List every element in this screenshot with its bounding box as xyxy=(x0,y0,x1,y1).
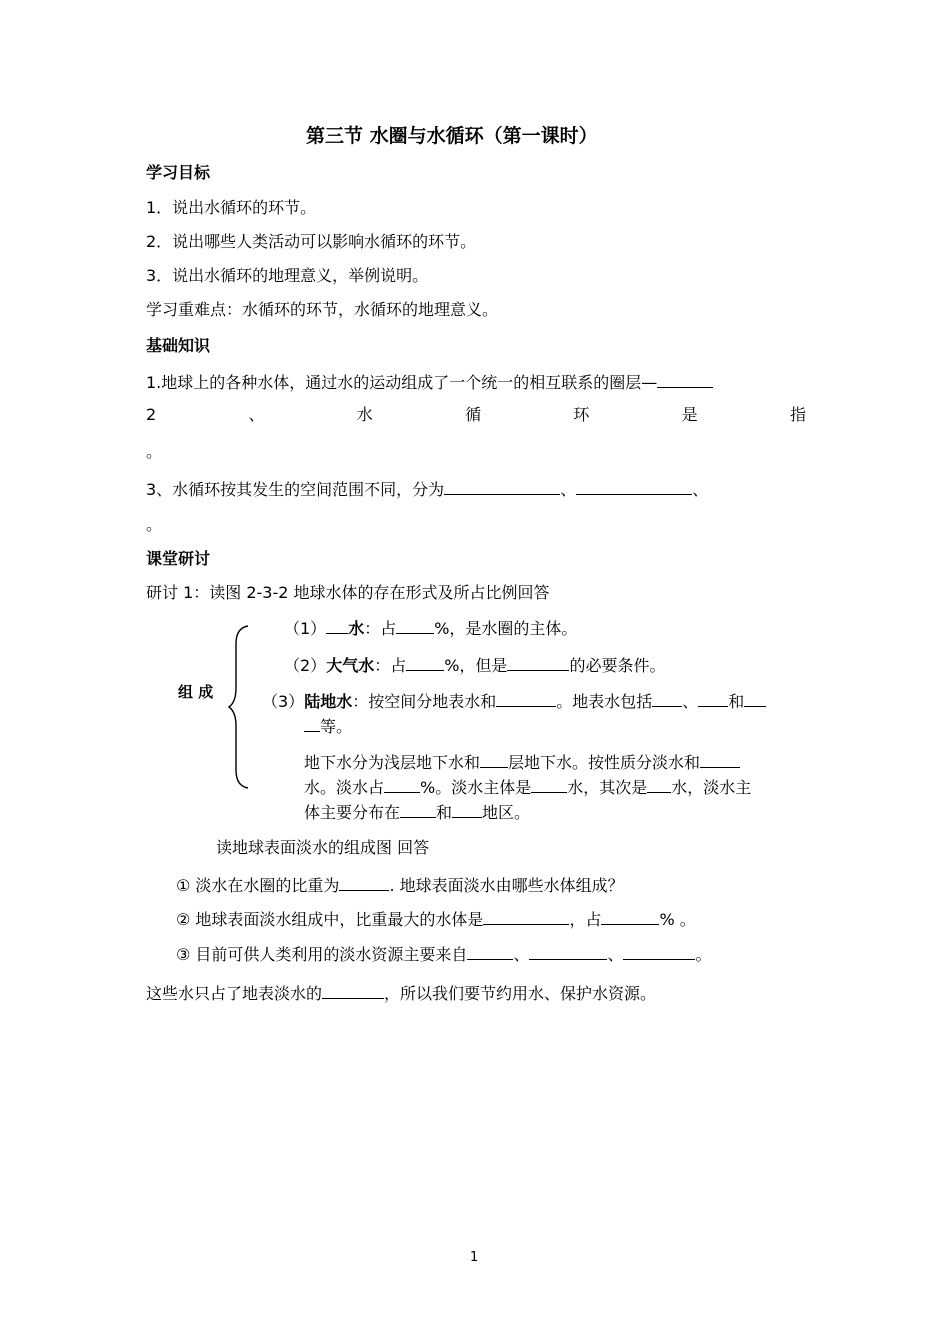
c2-text-a: ：占 xyxy=(374,656,407,675)
basics-q3 xyxy=(146,478,708,500)
groundwater-line-2 xyxy=(304,776,751,798)
basics-heading: 基础知识 xyxy=(146,336,211,355)
c1-text-a: ：占 xyxy=(364,619,397,638)
g1-text-a: 地下水分为浅层地下水和 xyxy=(304,753,481,772)
answer-blank[interactable] xyxy=(744,690,766,707)
c2-text-c: 的必要条件。 xyxy=(569,656,666,675)
answer-blank[interactable] xyxy=(400,801,436,818)
answer-blank[interactable] xyxy=(652,690,682,707)
q2-char: 环 xyxy=(573,405,590,424)
answer-blank[interactable] xyxy=(531,776,567,793)
goal-item-3: 3．说出水循环的地理意义，举例说明。 xyxy=(146,266,429,285)
component-3-cont xyxy=(304,715,352,737)
c1-suffix: 水 xyxy=(348,619,365,638)
zucheng-label: 组 成 xyxy=(178,683,214,701)
answer-blank[interactable] xyxy=(698,690,728,707)
basics-q1-text: 1.地球上的各种水体，通过水的运动组成了一个统一的相互联系的圈层— xyxy=(146,373,658,392)
goal-item-2: 2．说出哪些人类活动可以影响水循环的环节。 xyxy=(146,232,477,251)
c3-text-b: 。地表水包括 xyxy=(556,692,653,711)
goal-item-1: 1．说出水循环的环节。 xyxy=(146,198,317,217)
answer-blank[interactable] xyxy=(507,654,569,671)
page-title: 第三节 水圈与水循环（第一课时） xyxy=(306,125,598,147)
q2-char: 水 xyxy=(356,405,373,424)
q2-char: 是 xyxy=(681,405,698,424)
read-freshwater: 读地球表面淡水的组成图 回答 xyxy=(216,838,430,857)
groundwater-line-3 xyxy=(304,801,530,823)
freshwater-q1 xyxy=(176,874,624,896)
g2-text-c: 水，其次是 xyxy=(567,778,648,797)
study-intro: 研讨 1：读图 2-3-2 地球水体的存在形式及所占比例回答 xyxy=(146,583,550,602)
answer-blank[interactable] xyxy=(452,801,482,818)
answer-blank[interactable] xyxy=(529,943,607,960)
answer-blank[interactable] xyxy=(601,908,659,925)
p3-sep: 、 xyxy=(513,945,530,964)
component-2 xyxy=(284,654,665,676)
c3-text-a: ：按空间分地表水和 xyxy=(352,692,497,711)
c2-name: 大气水 xyxy=(326,656,375,675)
component-3 xyxy=(262,690,766,712)
c2-num: （2） xyxy=(284,656,327,675)
answer-blank[interactable] xyxy=(339,874,389,891)
goals-heading: 学习目标 xyxy=(146,163,211,182)
answer-blank[interactable] xyxy=(322,982,384,999)
p1-text-b: . 地球表面淡水由哪些水体组成？ xyxy=(389,876,624,895)
page-number: 1 xyxy=(470,1250,479,1265)
g3-text-a: 体主要分布在 xyxy=(304,803,401,822)
answer-blank[interactable] xyxy=(657,371,713,388)
answer-blank[interactable] xyxy=(444,478,560,495)
q2-char: 、 xyxy=(248,405,265,424)
q2-char: 循 xyxy=(465,405,482,424)
basics-q1 xyxy=(146,371,713,393)
groundwater-line-1 xyxy=(304,751,740,773)
brace-icon xyxy=(226,624,252,790)
last-text-a: 这些水只占了地表淡水的 xyxy=(146,984,323,1003)
c2-text-b: %，但是 xyxy=(444,656,508,675)
freshwater-q3 xyxy=(176,943,711,965)
key-points: 学习重难点：水循环的环节，水循环的地理意义。 xyxy=(146,300,499,319)
c1-num: （1） xyxy=(284,619,327,638)
answer-blank[interactable] xyxy=(326,617,348,634)
freshwater-q2 xyxy=(176,908,696,930)
basics-q2 xyxy=(146,405,806,425)
component-1 xyxy=(284,617,577,639)
g1-text-b: 层地下水。按性质分淡水和 xyxy=(508,753,701,772)
basics-q3-text: 3、水循环按其发生的空间范围不同，分为 xyxy=(146,480,445,499)
answer-blank[interactable] xyxy=(576,478,692,495)
answer-blank[interactable] xyxy=(700,751,740,768)
q2-end: 。 xyxy=(146,442,163,461)
p2-text-b: ，占 xyxy=(569,910,602,929)
g3-text-c: 地区。 xyxy=(482,803,531,822)
answer-blank[interactable] xyxy=(496,690,556,707)
q2-char: 指 xyxy=(789,405,806,424)
p2-text-a: ② 地球表面淡水组成中，比重最大的水体是 xyxy=(176,910,484,929)
q3-end: 。 xyxy=(146,515,163,534)
g2-text-b: %。淡水主体是 xyxy=(420,778,532,797)
p1-text-a: ① 淡水在水圈的比重为 xyxy=(176,876,340,895)
q2-char: 2 xyxy=(146,405,157,424)
answer-blank[interactable] xyxy=(467,943,513,960)
answer-blank[interactable] xyxy=(396,617,434,634)
c3-text-d: 等。 xyxy=(320,717,353,736)
g3-text-b: 和 xyxy=(436,803,453,822)
c3-name: 陆地水 xyxy=(304,692,353,711)
closing-line xyxy=(146,982,656,1004)
p3-end: 。 xyxy=(695,945,712,964)
study-heading: 课堂研讨 xyxy=(146,549,211,568)
g2-text-d: 水，淡水主 xyxy=(671,778,752,797)
last-text-b: ，所以我们要节约用水、保护水资源。 xyxy=(384,984,657,1003)
q3-sep: 、 xyxy=(692,480,709,499)
answer-blank[interactable] xyxy=(406,654,444,671)
answer-blank[interactable] xyxy=(623,943,695,960)
p3-text-a: ③ 目前可供人类利用的淡水资源主要来自 xyxy=(176,945,468,964)
answer-blank[interactable] xyxy=(483,908,569,925)
q3-sep: 、 xyxy=(560,480,577,499)
answer-blank[interactable] xyxy=(304,715,320,732)
c3-text-c: 和 xyxy=(728,692,745,711)
answer-blank[interactable] xyxy=(384,776,420,793)
answer-blank[interactable] xyxy=(480,751,508,768)
c3-num: （3） xyxy=(262,692,305,711)
p2-text-c: % 。 xyxy=(659,910,696,929)
answer-blank[interactable] xyxy=(647,776,671,793)
p3-sep: 、 xyxy=(607,945,624,964)
c1-text-b: %，是水圈的主体。 xyxy=(434,619,578,638)
g2-text-a: 水。淡水占 xyxy=(304,778,385,797)
c3-sep: 、 xyxy=(682,692,699,711)
